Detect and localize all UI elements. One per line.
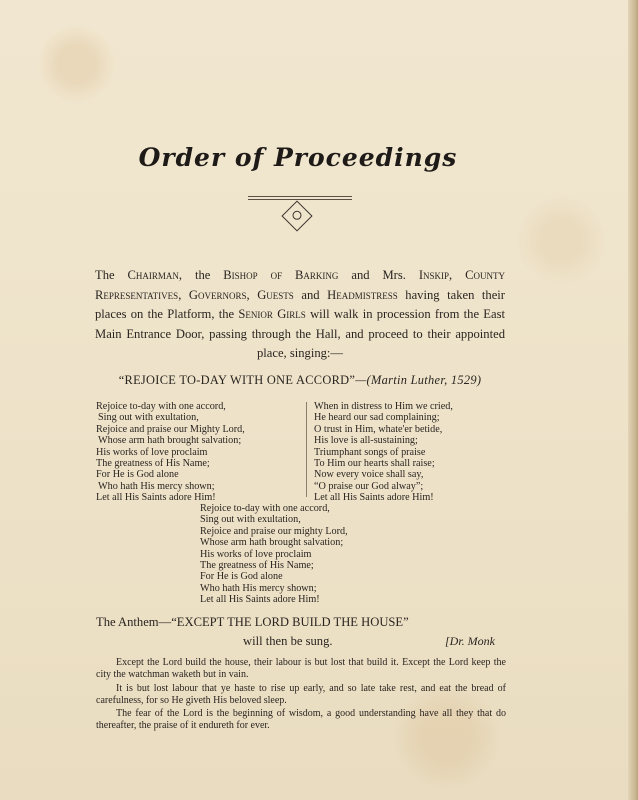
anthem-heading [96, 615, 409, 630]
intro-text: and [293, 287, 328, 302]
verse-line: “O praise our God alway”; [314, 480, 424, 492]
verse-line: Rejoice to-day with one accord, [200, 503, 330, 514]
verse-line: His love is all-sustaining; [314, 435, 418, 447]
verse-line: Sing out with exultation, [200, 514, 301, 526]
verse-line: For He is God alone [96, 469, 179, 481]
title-rule-top [248, 196, 352, 197]
verse-line: His works of love proclaim [96, 446, 208, 458]
diamond-ornament-icon [281, 200, 312, 231]
verse-line: Let all His Saints adore Him! [200, 594, 320, 606]
verse-line: He heard our sad complaining; [314, 412, 440, 424]
intro-governors: Governors [188, 287, 247, 302]
intro-text: and Mrs. [338, 268, 419, 282]
intro-text: having taken their places on the Platform, the [95, 287, 506, 321]
verse-line: Sing out with exultation, [98, 412, 199, 424]
intro-inskip: Inskip [418, 268, 450, 282]
hymn-heading [95, 373, 505, 388]
intro-text: The [95, 268, 128, 282]
anthem-paragraph-2: It is but lost labour that ye haste to rise up early, and so late take rest, and eat the bread of carefulness, for so He giveth His beloved sleep. [96, 683, 506, 706]
verse-line: For He is God alone [200, 571, 283, 583]
hymn-verse-2 [314, 401, 453, 504]
hymn-attribution: —(Martin Luther, 1529) [355, 373, 482, 387]
anthem-title: “EXCEPT THE LORD BUILD THE HOUSE” [171, 615, 409, 629]
intro-guests: Guests [257, 287, 294, 302]
verse-line: O trust in Him, whate'er betide, [314, 423, 443, 435]
hymn-verse-1 [96, 401, 245, 504]
anthem-paragraph-3: The fear of the Lord is the beginning of wisdom, a good understanding have all they that do thereafter, the praise of it endureth for ever. [96, 708, 506, 731]
anthem-lead: The Anthem— [96, 615, 172, 629]
intro-county: County Representatives [95, 268, 506, 302]
verse-line: Who hath His mercy shown; [98, 480, 215, 492]
intro-chairman: Chairman [127, 268, 179, 282]
verse-line: Whose arm hath brought salvation; [200, 537, 344, 549]
hymn-verse-3 [200, 503, 348, 606]
page-edge [628, 0, 638, 800]
intro-headmistress: Headmistress [327, 287, 398, 302]
verse-line: Triumphant songs of praise [314, 446, 426, 458]
intro-senior-girls: Senior Girls [238, 307, 306, 321]
verse-line: Rejoice and praise our mighty Lord, [200, 525, 348, 537]
intro-text: will walk in procession from the East Main Entrance Door, passing through the Hall, and proceed to their appointed place, singing:— [95, 307, 505, 360]
verse-line: The greatness of His Name; [96, 458, 210, 470]
verse-line: Let all His Saints adore Him! [96, 492, 216, 504]
verse-line: Rejoice to-day with one accord, [96, 401, 226, 412]
verse-line: To Him our hearts shall raise; [314, 458, 435, 470]
verse-divider [306, 402, 307, 497]
verse-line: Rejoice and praise our Mighty Lord, [96, 423, 245, 435]
intro-text: , [178, 287, 189, 302]
verse-line: The greatness of His Name; [200, 560, 314, 572]
verse-line: Whose arm hath brought salvation; [98, 435, 242, 447]
verse-line: When in distress to Him we cried, [314, 401, 453, 412]
hymn-title: “REJOICE TO-DAY WITH ONE ACCORD” [118, 373, 356, 387]
verse-line: His works of love proclaim [200, 548, 312, 560]
anthem-composer: [Dr. Monk [445, 634, 495, 648]
title-rule-bottom [248, 199, 352, 200]
verse-line: Who hath His mercy shown; [200, 582, 317, 594]
intro-text: , the [178, 268, 224, 282]
intro-text: , [246, 287, 258, 302]
anthem-will-be-sung: will then be sung. [243, 634, 333, 648]
verse-line: Let all His Saints adore Him! [314, 492, 434, 504]
verse-line: Now every voice shall say, [314, 469, 424, 481]
anthem-paragraph-1: Except the Lord build the house, their labour is but lost that build it. Except the Lord keep the city the watchman waketh but in vain. [96, 657, 506, 680]
intro-text: , [449, 268, 466, 282]
intro-bishop: Bishop of Barking [223, 268, 339, 282]
intro-paragraph [95, 266, 505, 364]
page-title: Order of Proceedings [138, 143, 458, 172]
